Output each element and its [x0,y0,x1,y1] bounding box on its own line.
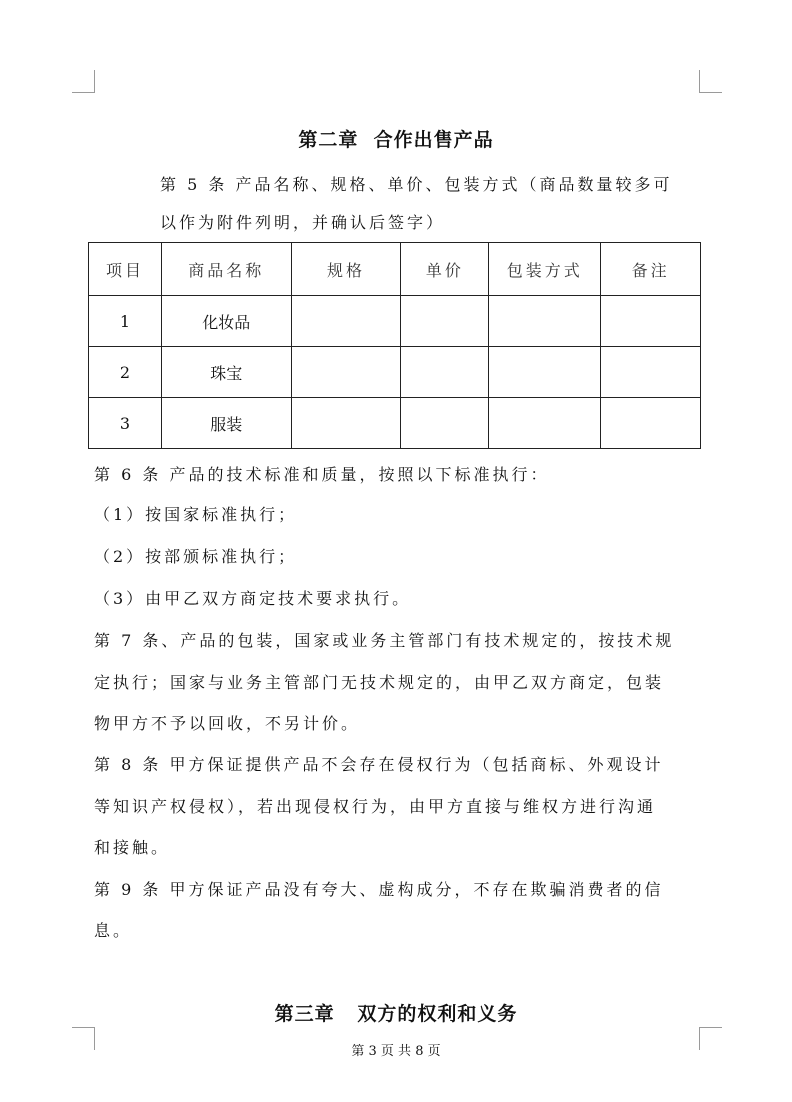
chapter-3-title: 第三章 双方的权利和义务 [274,1003,518,1025]
table-cell: 服装 [161,398,291,449]
header-remarks: 备注 [601,243,701,296]
header-item-no: 项目 [89,243,162,296]
article-8-line-2: 等知识产权侵权），若出现侵权行为，由甲方直接与维权方进行沟通 [94,797,657,816]
chapter-2-title: 第二章 合作出售产品 [298,129,494,151]
article-8-line-1: 第 8 条 甲方保证提供产品不会存在侵权行为（包括商标、外观设计 [94,755,664,774]
article-9-line-1: 第 9 条 甲方保证产品没有夸大、虚构成分，不存在欺骗消费者的信 [94,880,664,899]
table-cell [601,347,701,398]
table-cell: 3 [89,398,162,449]
table-cell: 珠宝 [161,347,291,398]
table-cell [401,347,489,398]
table-cell [601,398,701,449]
table-cell [401,296,489,347]
page-number: 第 3 页 共 8 页 [351,1044,441,1059]
table-cell [489,296,601,347]
article-7-line-1: 第 7 条、产品的包装，国家或业务主管部门有技术规定的，按技术规 [94,631,675,650]
article-7-line-2: 定执行；国家与业务主管部门无技术规定的，由甲乙双方商定，包装 [94,673,665,692]
article-5-line-2: 以作为附件列明，并确认后签字） [160,213,446,232]
article-7-line-3: 物甲方不予以回收，不另计价。 [94,714,361,733]
table-cell [489,398,601,449]
article-8-line-3: 和接触。 [94,838,171,857]
table-row [89,296,701,347]
header-product-name: 商品名称 [161,243,291,296]
table-cell [489,347,601,398]
header-unit-price: 单价 [401,243,489,296]
table-cell: 化妆品 [161,296,291,347]
table-cell: 2 [89,347,162,398]
header-spec: 规格 [291,243,401,296]
table-cell: 1 [89,296,162,347]
header-packaging: 包装方式 [489,243,601,296]
article-6-item-2: （2）按部颁标准执行； [94,547,298,566]
table-header-row [89,243,701,296]
article-6-item-3: （3）由甲乙双方商定技术要求执行。 [94,589,412,608]
table-row [89,347,701,398]
product-table [88,242,701,449]
article-6-title: 第 6 条 产品的技术标准和质量，按照以下标准执行： [94,465,550,484]
table-row [89,398,701,449]
article-6-item-1: （1）按国家标准执行； [94,505,298,524]
table-cell [401,398,489,449]
table-cell [291,296,401,347]
article-9-line-2: 息。 [94,921,133,940]
table-cell [291,347,401,398]
article-5-line-1: 第 5 条 产品名称、规格、单价、包装方式（商品数量较多可 [160,175,673,194]
crop-mark-top-right [699,70,722,93]
table-cell [601,296,701,347]
table-cell [291,398,401,449]
crop-mark-top-left [72,70,95,93]
